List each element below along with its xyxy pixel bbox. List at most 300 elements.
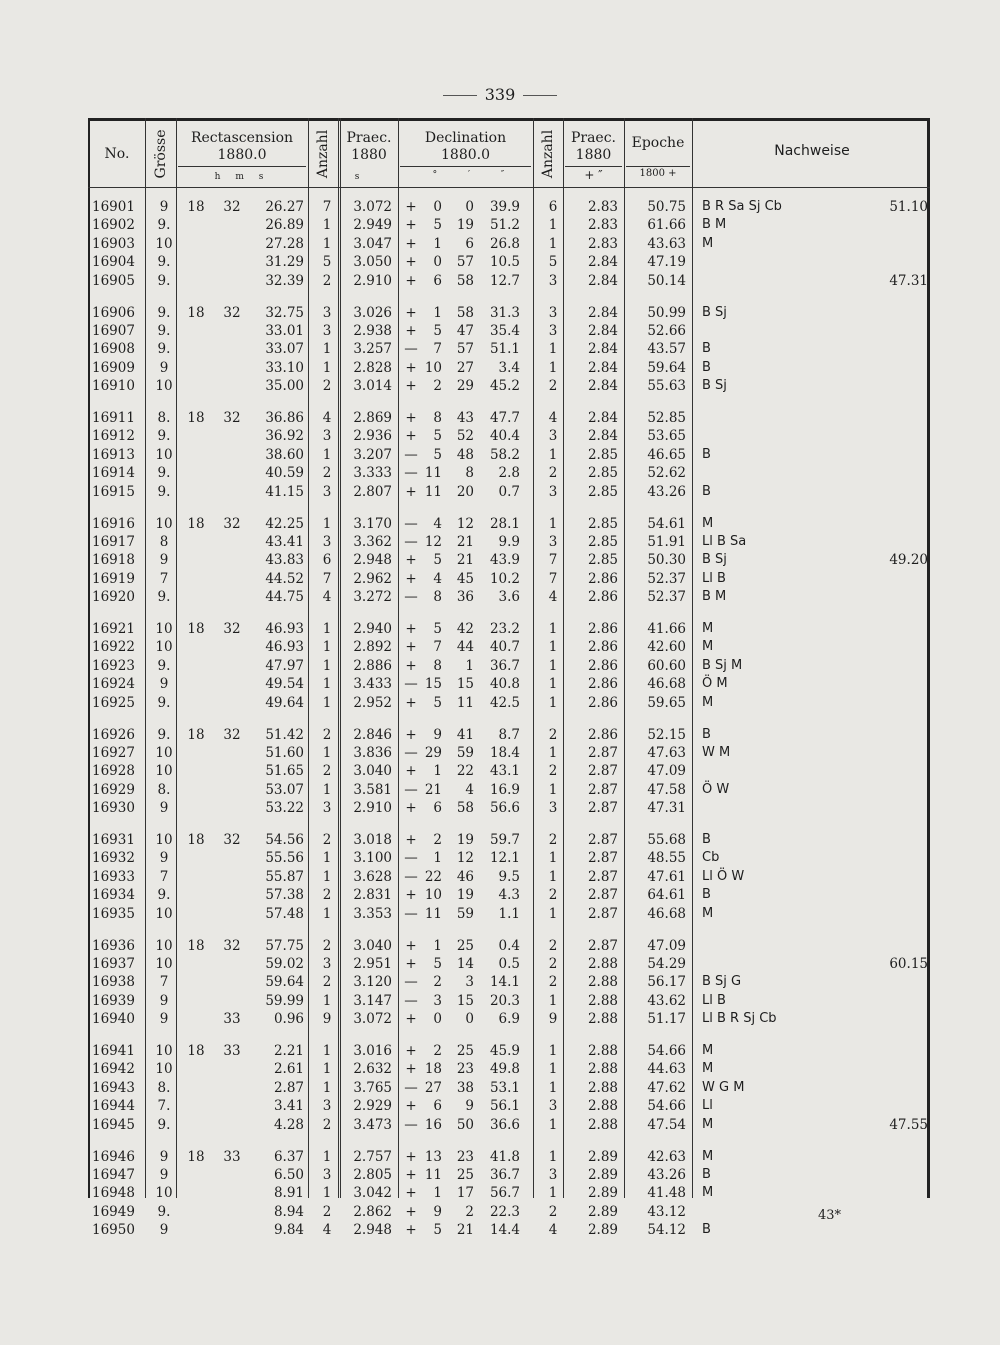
cell-decl-degrees: 2: [433, 1043, 442, 1059]
cell-count-2: 1: [548, 341, 558, 358]
cell-precession-decl: 2.87: [587, 937, 618, 954]
cell-precession-decl: 2.89: [587, 1166, 618, 1183]
cell-decl-minutes: 8: [465, 465, 474, 482]
cell-decl-minutes: 11: [456, 694, 474, 711]
cell-precession-ra: 2.940: [353, 621, 392, 637]
cell-number: 16917: [92, 533, 135, 550]
cell-number: 16929: [92, 781, 135, 798]
cell-precession-decl: 2.86: [587, 694, 618, 711]
cell-number: 16940: [92, 1011, 135, 1028]
cell-epoch: 43.26: [647, 1166, 686, 1183]
cell-decl-degrees: 5: [433, 322, 442, 339]
cell-ra-minutes: 33: [223, 1011, 241, 1028]
cell-precession-ra: 2.862: [353, 1203, 392, 1220]
cell-decl-sign: +: [405, 694, 417, 711]
cell-decl-degrees: 0: [433, 199, 442, 215]
cell-number: 16946: [92, 1148, 135, 1165]
cell-decl-seconds: 12.7: [489, 272, 520, 289]
cell-decl-minutes: 58: [456, 800, 474, 817]
cell-references: M: [702, 905, 714, 921]
cell-decl-seconds: 42.5: [489, 694, 520, 711]
cell-count: 2: [322, 726, 332, 743]
cell-precession-decl: 2.87: [587, 850, 618, 867]
header-anzahl-2: Anzahl: [540, 129, 556, 179]
cell-decl-seconds: 20.3: [489, 992, 520, 1009]
cell-decl-degrees: 0: [433, 1011, 442, 1028]
cell-decl-sign: —: [404, 744, 418, 761]
cell-epoch: 47.54: [647, 1116, 686, 1133]
cell-number: 16903: [92, 235, 135, 252]
cell-number: 16926: [92, 726, 135, 743]
cell-epoch: 50.14: [647, 272, 686, 289]
cell-decl-degrees: 22: [424, 868, 442, 885]
cell-number: 16909: [92, 359, 135, 376]
cell-number: 16943: [92, 1079, 135, 1096]
cell-precession-decl: 2.88: [587, 1061, 618, 1078]
cell-decl-sign: +: [405, 937, 417, 954]
cell-ra-minutes: 32: [223, 304, 241, 321]
cell-precession-ra: 2.962: [353, 570, 392, 587]
cell-decl-sign: +: [405, 235, 417, 252]
cell-ra-seconds: 35.00: [265, 378, 304, 395]
cell-precession-ra: 3.100: [353, 850, 392, 867]
cell-decl-sign: +: [405, 1043, 417, 1059]
cell-decl-degrees: 1: [433, 235, 442, 252]
cell-magnitude: 8.: [157, 781, 171, 798]
cell-decl-sign: +: [405, 1185, 417, 1202]
cell-epoch: 41.48: [647, 1185, 686, 1202]
cell-epoch: 52.37: [647, 589, 686, 606]
cell-epoch: 47.31: [647, 800, 686, 817]
cell-decl-minutes: 12: [456, 850, 474, 867]
cell-decl-minutes: 42: [456, 621, 474, 637]
cell-references: M: [702, 1116, 714, 1132]
cell-count-2: 7: [548, 570, 558, 587]
cell-number: 16911: [92, 410, 135, 426]
cell-precession-ra: 3.628: [353, 868, 392, 885]
cell-precession-decl: 2.86: [587, 657, 618, 674]
cell-ra-hours: 18: [187, 937, 205, 954]
cell-epoch: 43.26: [647, 483, 686, 500]
cell-precession-decl: 2.86: [587, 621, 618, 637]
cell-decl-sign: +: [405, 483, 417, 500]
cell-precession-decl: 2.85: [587, 446, 618, 463]
cell-count-2: 2: [548, 937, 558, 954]
cell-decl-minutes: 43: [456, 410, 474, 426]
cell-number: 16942: [92, 1061, 135, 1078]
cell-decl-minutes: 19: [456, 217, 474, 234]
cell-precession-decl: 2.84: [587, 254, 618, 271]
cell-decl-sign: —: [404, 533, 418, 550]
cell-decl-minutes: 58: [456, 272, 474, 289]
cell-number: 16920: [92, 589, 135, 606]
cell-decl-sign: +: [405, 621, 417, 637]
cell-epoch: 50.30: [647, 552, 686, 569]
cell-decl-minutes: 0: [465, 1011, 474, 1028]
cell-precession-decl: 2.86: [587, 676, 618, 693]
cell-number: 16904: [92, 254, 135, 271]
cell-number: 16949: [92, 1203, 135, 1220]
cell-precession-ra: 3.473: [353, 1116, 392, 1133]
cell-count-2: 1: [548, 1079, 558, 1096]
cell-references: B: [702, 1222, 711, 1238]
cell-precession-ra: 3.014: [353, 378, 392, 395]
cell-decl-minutes: 45: [456, 570, 474, 587]
cell-count-2: 1: [548, 868, 558, 885]
cell-count-2: 3: [548, 272, 558, 289]
cell-number: 16934: [92, 887, 135, 904]
cell-decl-degrees: 5: [433, 1222, 442, 1239]
cell-decl-sign: —: [404, 1116, 418, 1133]
cell-decl-sign: +: [405, 763, 417, 780]
cell-magnitude: 10: [155, 905, 173, 922]
cell-decl-minutes: 22: [456, 763, 474, 780]
cell-ra-seconds: 2.61: [273, 1061, 304, 1078]
cell-count: 1: [322, 1043, 332, 1059]
cell-epoch: 47.58: [647, 781, 686, 798]
cell-references: B Sj: [702, 304, 727, 320]
cell-magnitude: 10: [155, 621, 173, 637]
cell-count-2: 3: [548, 322, 558, 339]
cell-count: 3: [322, 955, 332, 972]
header-ra-epoch: 1880.0: [217, 147, 267, 163]
cell-epoch: 46.68: [647, 676, 686, 693]
cell-count-2: 2: [548, 1203, 558, 1220]
cell-magnitude: 8: [159, 533, 169, 550]
cell-count-2: 2: [548, 887, 558, 904]
cell-references: M: [702, 1185, 714, 1201]
cell-number: 16944: [92, 1098, 135, 1115]
cell-number: 16933: [92, 868, 135, 885]
cell-count: 7: [322, 199, 332, 215]
cell-count: 3: [322, 1098, 332, 1115]
cell-decl-seconds: 56.6: [489, 800, 520, 817]
cell-decl-seconds: 53.1: [489, 1079, 520, 1096]
cell-epoch: 41.66: [647, 621, 686, 637]
cell-epoch: 64.61: [647, 887, 686, 904]
cell-precession-ra: 2.952: [353, 694, 392, 711]
cell-count: 1: [322, 905, 332, 922]
cell-ra-seconds: 49.54: [265, 676, 304, 693]
cell-decl-sign: —: [404, 1079, 418, 1096]
cell-count: 1: [322, 359, 332, 376]
cell-epoch: 52.37: [647, 570, 686, 587]
cell-ra-seconds: 26.89: [265, 217, 304, 234]
cell-decl-minutes: 46: [456, 868, 474, 885]
cell-margin-note: 47.31: [889, 272, 928, 289]
cell-decl-sign: +: [405, 254, 417, 271]
cell-count: 1: [322, 621, 332, 637]
cell-references: B: [702, 341, 711, 357]
cell-references: Ll Ö W: [702, 868, 745, 884]
cell-decl-sign: +: [405, 1222, 417, 1239]
cell-precession-ra: 3.040: [353, 937, 392, 954]
header-praec: Praec.: [346, 130, 392, 146]
cell-precession-decl: 2.87: [587, 781, 618, 798]
cell-decl-sign: +: [405, 272, 417, 289]
cell-ra-seconds: 51.65: [265, 763, 304, 780]
cell-decl-seconds: 18.4: [489, 744, 520, 761]
cell-epoch: 47.19: [647, 254, 686, 271]
cell-precession-ra: 3.050: [353, 254, 392, 271]
cell-magnitude: 9: [159, 199, 169, 215]
cell-precession-ra: 3.170: [353, 515, 392, 532]
cell-count-2: 3: [548, 483, 558, 500]
cell-count: 1: [322, 217, 332, 234]
cell-magnitude: 9.: [157, 272, 171, 289]
cell-precession-decl: 2.89: [587, 1185, 618, 1202]
cell-precession-decl: 2.88: [587, 1116, 618, 1133]
cell-decl-degrees: 11: [424, 1166, 442, 1183]
cell-number: 16939: [92, 992, 135, 1009]
cell-count-2: 1: [548, 1061, 558, 1078]
cell-decl-minutes: 21: [456, 533, 474, 550]
header-nachweise: Nachweise: [774, 143, 850, 159]
cell-ra-seconds: 59.99: [265, 992, 304, 1009]
cell-ra-seconds: 33.07: [265, 341, 304, 358]
cell-epoch: 55.68: [647, 832, 686, 848]
cell-decl-sign: +: [405, 552, 417, 569]
cell-epoch: 44.63: [647, 1061, 686, 1078]
cell-decl-seconds: 12.1: [489, 850, 520, 867]
cell-decl-degrees: 27: [424, 1079, 442, 1096]
header-praec-2: Praec.: [570, 130, 617, 146]
cell-decl-minutes: 21: [456, 1222, 474, 1239]
cell-decl-degrees: 1: [433, 1185, 442, 1202]
cell-magnitude: 9.: [157, 589, 171, 606]
cell-references: B: [702, 726, 711, 742]
cell-ra-seconds: 49.64: [265, 694, 304, 711]
cell-precession-ra: 3.018: [353, 832, 392, 848]
cell-decl-seconds: 10.5: [489, 254, 520, 271]
cell-count: 3: [322, 1166, 332, 1183]
cell-decl-degrees: 29: [424, 744, 442, 761]
cell-decl-degrees: 8: [433, 657, 442, 674]
cell-magnitude: 9.: [157, 254, 171, 271]
cell-precession-ra: 2.632: [353, 1061, 392, 1078]
cell-precession-ra: 2.831: [353, 887, 392, 904]
cell-number: 16906: [92, 304, 135, 321]
cell-decl-seconds: 28.1: [489, 515, 520, 532]
cell-precession-decl: 2.88: [587, 992, 618, 1009]
cell-epoch: 50.75: [647, 199, 686, 215]
cell-count-2: 5: [548, 254, 558, 271]
cell-references: B M: [702, 589, 727, 605]
cell-decl-minutes: 48: [456, 446, 474, 463]
cell-decl-minutes: 14: [456, 955, 474, 972]
cell-magnitude: 9.: [157, 304, 171, 321]
cell-precession-ra: 2.828: [353, 359, 392, 376]
cell-count: 1: [322, 781, 332, 798]
cell-decl-sign: +: [405, 359, 417, 376]
cell-decl-degrees: 11: [424, 465, 442, 482]
cell-number: 16921: [92, 621, 135, 637]
cell-references: Ll: [702, 1098, 713, 1114]
cell-decl-minutes: 44: [456, 639, 474, 656]
cell-ra-hours: 18: [187, 410, 205, 426]
cell-decl-sign: +: [405, 570, 417, 587]
cell-ra-seconds: 51.60: [265, 744, 304, 761]
cell-epoch: 43.63: [647, 235, 686, 252]
cell-precession-ra: 2.892: [353, 639, 392, 656]
cell-count: 3: [322, 304, 332, 321]
cell-precession-decl: 2.83: [587, 235, 618, 252]
cell-references: M: [702, 1043, 714, 1058]
cell-precession-ra: 3.333: [353, 465, 392, 482]
cell-number: 16902: [92, 217, 135, 234]
cell-precession-ra: 3.016: [353, 1043, 392, 1059]
cell-epoch: 54.66: [647, 1043, 686, 1059]
cell-ra-minutes: 32: [223, 726, 241, 743]
cell-ra-seconds: 40.59: [265, 465, 304, 482]
cell-magnitude: 9.: [157, 465, 171, 482]
cell-decl-degrees: 5: [433, 428, 442, 445]
cell-decl-minutes: 38: [456, 1079, 474, 1096]
cell-decl-seconds: 1.1: [498, 905, 520, 922]
cell-magnitude: 9: [159, 1148, 169, 1165]
cell-epoch: 54.12: [647, 1222, 686, 1239]
cell-count-2: 2: [548, 832, 558, 848]
praec2-sub-rule: [565, 166, 622, 167]
cell-decl-degrees: 1: [433, 937, 442, 954]
cell-number: 16925: [92, 694, 135, 711]
cell-count-2: 1: [548, 1148, 558, 1165]
cell-magnitude: 10: [155, 955, 173, 972]
cell-count: 2: [322, 763, 332, 780]
cell-ra-seconds: 31.29: [265, 254, 304, 271]
cell-count: 2: [322, 832, 332, 848]
cell-decl-sign: +: [405, 887, 417, 904]
cell-references: Cb: [702, 850, 720, 866]
cell-decl-minutes: 59: [456, 744, 474, 761]
cell-precession-decl: 2.85: [587, 465, 618, 482]
cell-count-2: 1: [548, 1116, 558, 1133]
cell-count: 2: [322, 272, 332, 289]
cell-ra-seconds: 32.75: [265, 304, 304, 321]
header-declination: Declination: [424, 130, 507, 146]
cell-epoch: 43.12: [647, 1203, 686, 1220]
cell-precession-ra: 3.072: [353, 199, 392, 215]
cell-magnitude: 9.: [157, 887, 171, 904]
cell-ra-seconds: 47.97: [265, 657, 304, 674]
cell-epoch: 51.17: [647, 1011, 686, 1028]
cell-count: 2: [322, 974, 332, 991]
cell-count: 4: [322, 1222, 332, 1239]
cell-decl-minutes: 4: [465, 781, 474, 798]
cell-ra-seconds: 55.87: [265, 868, 304, 885]
cell-precession-ra: 3.207: [353, 446, 392, 463]
cell-precession-decl: 2.87: [587, 800, 618, 817]
cell-precession-ra: 2.948: [353, 552, 392, 569]
cell-ra-seconds: 46.93: [265, 639, 304, 656]
header-praec-2-year: 1880: [575, 147, 612, 163]
cell-decl-sign: +: [405, 1098, 417, 1115]
cell-decl-sign: —: [404, 974, 418, 991]
cell-precession-ra: 3.026: [353, 304, 392, 321]
cell-ra-seconds: 46.93: [265, 621, 304, 637]
cell-number: 16945: [92, 1116, 135, 1133]
column-rule: [308, 118, 309, 1198]
cell-count: 1: [322, 868, 332, 885]
cell-magnitude: 10: [155, 1061, 173, 1078]
column-rule: [533, 118, 534, 1198]
cell-precession-decl: 2.85: [587, 533, 618, 550]
header-epoche-sub: 1800 +: [639, 168, 677, 179]
cell-ra-seconds: 43.41: [265, 533, 304, 550]
cell-magnitude: 9: [159, 359, 169, 376]
cell-count: 5: [322, 254, 332, 271]
cell-count: 1: [322, 1148, 332, 1165]
cell-decl-minutes: 15: [456, 992, 474, 1009]
cell-decl-degrees: 3: [433, 992, 442, 1009]
cell-decl-minutes: 58: [456, 304, 474, 321]
cell-precession-ra: 3.433: [353, 676, 392, 693]
cell-precession-decl: 2.88: [587, 974, 618, 991]
cell-precession-ra: 3.120: [353, 974, 392, 991]
cell-ra-seconds: 3.41: [273, 1098, 304, 1115]
cell-precession-decl: 2.86: [587, 589, 618, 606]
cell-number: 16923: [92, 657, 135, 674]
cell-number: 16948: [92, 1185, 135, 1202]
cell-count: 1: [322, 341, 332, 358]
cell-decl-degrees: 5: [433, 217, 442, 234]
cell-epoch: 46.65: [647, 446, 686, 463]
cell-count-2: 1: [548, 1185, 558, 1202]
header-praec-year: 1880: [351, 147, 387, 163]
cell-decl-minutes: 2: [465, 1203, 474, 1220]
cell-precession-ra: 3.362: [353, 533, 392, 550]
cell-decl-minutes: 21: [456, 552, 474, 569]
cell-magnitude: 9: [159, 850, 169, 867]
cell-precession-ra: 3.042: [353, 1185, 392, 1202]
cell-precession-decl: 2.88: [587, 1098, 618, 1115]
cell-count: 3: [322, 800, 332, 817]
cell-precession-ra: 3.581: [353, 781, 392, 798]
cell-precession-decl: 2.85: [587, 515, 618, 532]
cell-magnitude: 8.: [157, 1079, 171, 1096]
cell-references: M: [702, 235, 714, 251]
cell-references: B: [702, 1166, 711, 1182]
cell-magnitude: 10: [155, 744, 173, 761]
cell-decl-sign: +: [405, 726, 417, 743]
cell-decl-seconds: 0.4: [498, 937, 520, 954]
cell-count-2: 1: [548, 781, 558, 798]
cell-precession-decl: 2.86: [587, 639, 618, 656]
cell-decl-degrees: 4: [433, 515, 442, 532]
cell-precession-decl: 2.84: [587, 428, 618, 445]
cell-precession-decl: 2.84: [587, 272, 618, 289]
cell-magnitude: 10: [155, 937, 173, 954]
cell-decl-seconds: 49.8: [489, 1061, 520, 1078]
cell-decl-degrees: 2: [433, 832, 442, 848]
cell-precession-ra: 2.938: [353, 322, 392, 339]
cell-magnitude: 7: [159, 974, 169, 991]
cell-decl-degrees: 5: [433, 694, 442, 711]
header-praec-unit: s: [354, 172, 366, 182]
cell-decl-minutes: 9: [465, 1098, 474, 1115]
cell-ra-hours: 18: [187, 304, 205, 321]
cell-decl-sign: —: [404, 341, 418, 358]
cell-references: Ll B: [702, 570, 726, 586]
cell-count-2: 4: [548, 1222, 558, 1239]
cell-decl-seconds: 39.9: [489, 199, 520, 215]
cell-references: W M: [702, 744, 731, 760]
cell-magnitude: 9.: [157, 341, 171, 358]
cell-margin-note: 47.55: [889, 1116, 928, 1133]
cell-number: 16935: [92, 905, 135, 922]
cell-count: 2: [322, 887, 332, 904]
cell-ra-seconds: 59.64: [265, 974, 304, 991]
